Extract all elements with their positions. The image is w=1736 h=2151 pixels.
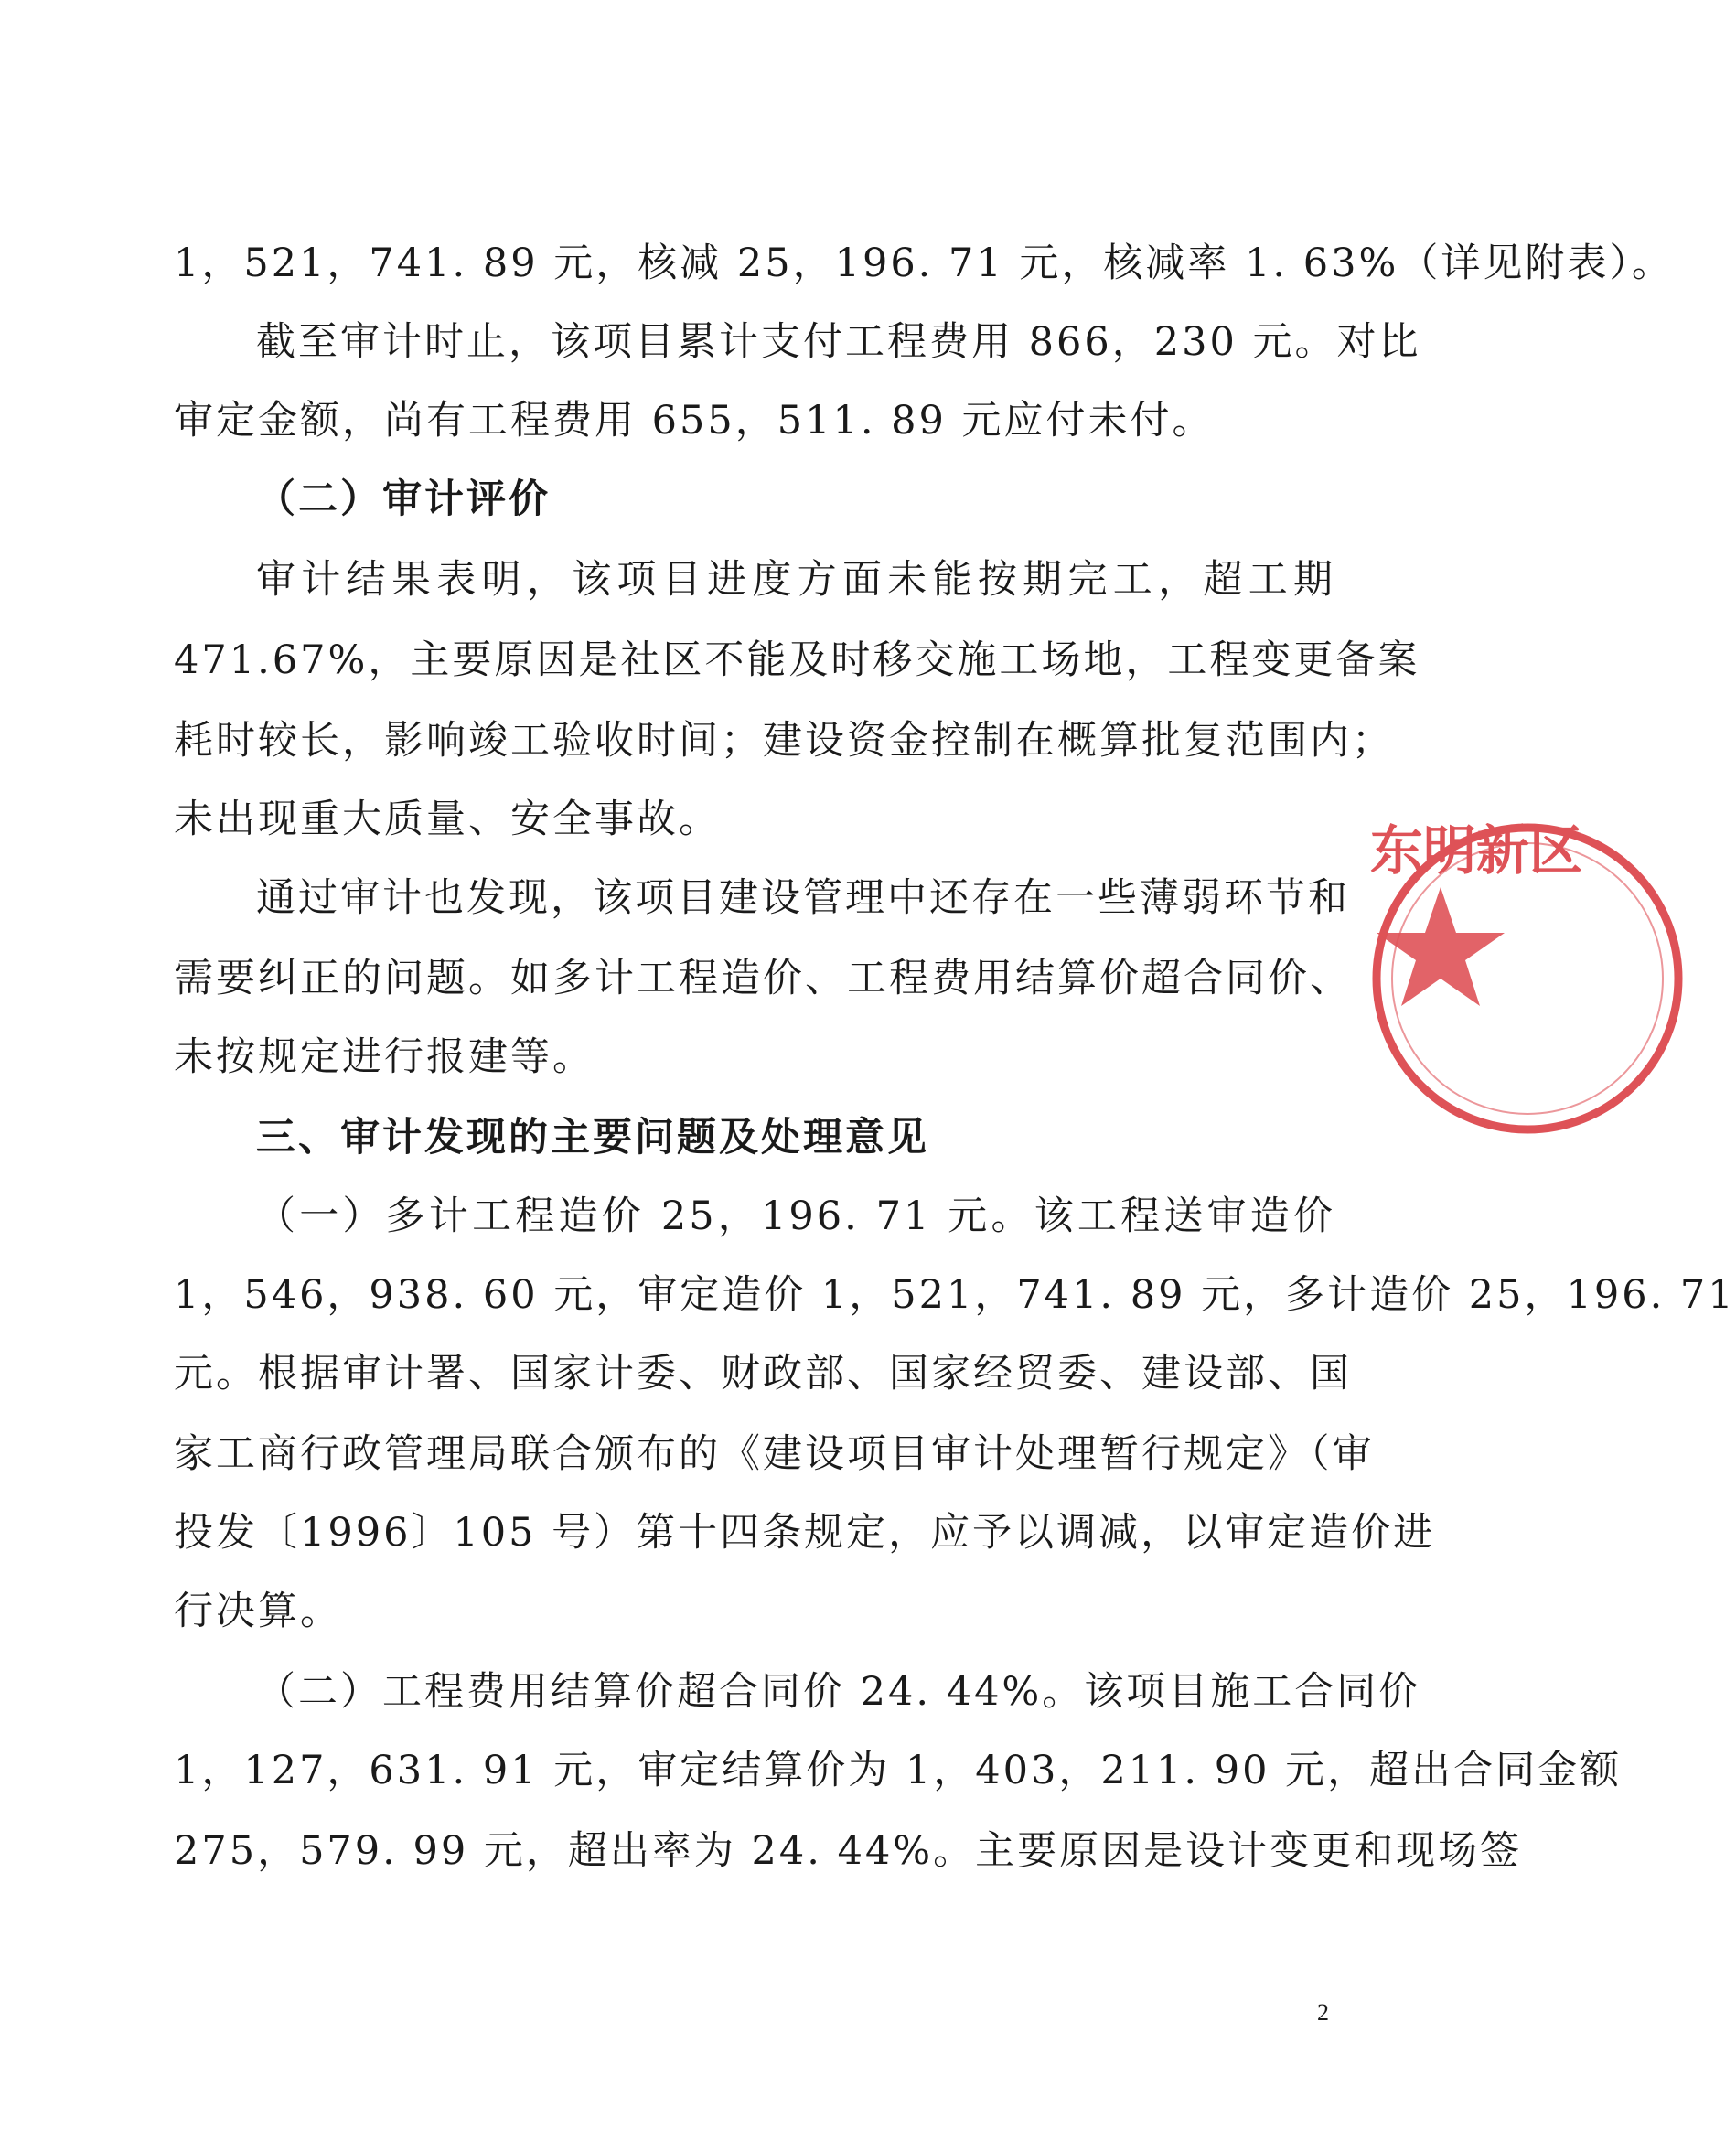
paragraph-line-9: 通过审计也发现，该项目建设管理中还存在一些薄弱环节和 xyxy=(256,875,1350,921)
paragraph-line-20: 1，127，631. 91 元，审定结算价为 1，403，211. 90 元，超出合同金额 xyxy=(174,1748,1623,1793)
paragraph-line-21: 275，579. 99 元，超出率为 24. 44%。主要原因是设计变更和现场签 xyxy=(174,1828,1523,1874)
official-seal xyxy=(1354,814,1591,1143)
page-number: 2 xyxy=(1317,1999,1329,2026)
paragraph-line-14: 1，546，938. 60 元，审定造价 1，521，741. 89 元，多计造价 25，196. 71 xyxy=(174,1272,1736,1318)
paragraph-line-8: 未出现重大质量、安全事故。 xyxy=(174,797,721,842)
paragraph-line-15: 元。根据审计署、国家计委、财政部、国家经贸委、建设部、国 xyxy=(174,1351,1352,1397)
paragraph-line-19: （二）工程费用结算价超合同价 24. 44%。该项目施工合同价 xyxy=(256,1669,1421,1715)
svg-text:东明新区: 东明新区 xyxy=(1370,819,1583,882)
paragraph-line-5: 审计结果表明，该项目进度方面未能按期完工，超工期 xyxy=(256,557,1335,603)
paragraph-line-10: 需要纠正的问题。如多计工程造价、工程费用结算价超合同价、 xyxy=(174,956,1352,1001)
paragraph-line-1: 1，521，741. 89 元，核减 25，196. 71 元，核减率 1. 63%（详见附表）。 xyxy=(174,241,1674,286)
paragraph-line-6: 471.67%，主要原因是社区不能及时移交施工场地，工程变更备案 xyxy=(174,637,1420,683)
section-heading-audit-evaluation: （二）审计评价 xyxy=(256,476,551,522)
paragraph-line-3: 审定金额，尚有工程费用 655，511. 89 元应付未付。 xyxy=(174,398,1215,444)
paragraph-line-11: 未按规定进行报建等。 xyxy=(174,1034,595,1080)
paragraph-line-2: 截至审计时止，该项目累计支付工程费用 866，230 元。对比 xyxy=(256,319,1421,365)
section-heading-main-issues: 三、审计发现的主要问题及处理意见 xyxy=(256,1115,929,1161)
paragraph-line-16: 家工商行政管理局联合颁布的《建设项目审计处理暂行规定》（审 xyxy=(174,1431,1375,1477)
paragraph-line-17: 投发〔1996〕105 号）第十四条规定，应予以调减，以审定造价进 xyxy=(174,1510,1436,1556)
paragraph-line-18: 行决算。 xyxy=(174,1589,342,1634)
paragraph-line-7: 耗时较长，影响竣工验收时间；建设资金控制在概算批复范围内； xyxy=(174,718,1394,764)
paragraph-line-13: （一）多计工程造价 25，196. 71 元。该工程送审造价 xyxy=(256,1193,1335,1239)
